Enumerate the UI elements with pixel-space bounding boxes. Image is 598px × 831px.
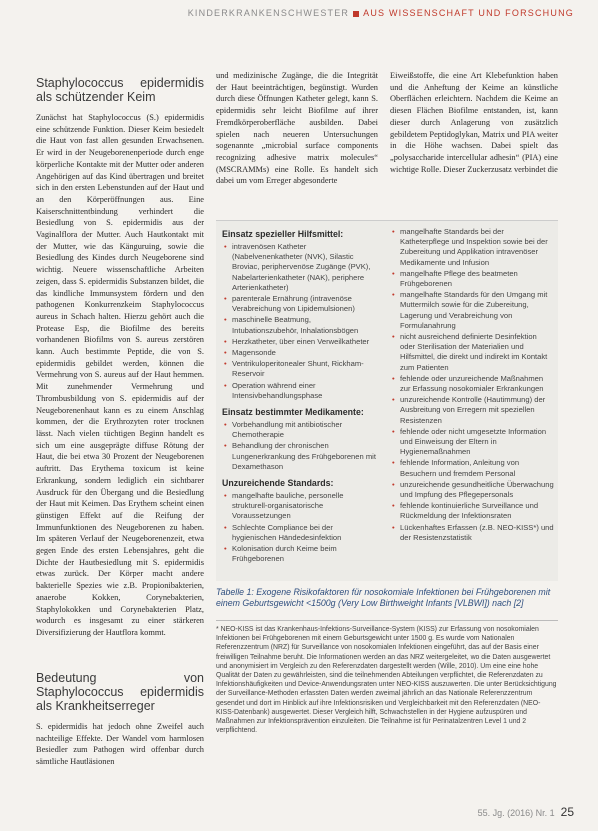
list-item: • fehlende kontinuierliche Surveillance und Rückmeldung der Infektionsraten <box>400 501 554 521</box>
list-item: • Ventrikuloperitonealer Shunt, Rickham-Reservoir <box>232 359 376 379</box>
column-3 <box>390 70 558 175</box>
medications-list <box>222 420 376 472</box>
table-right-column <box>386 221 558 555</box>
col3-body: Eiweißstoffe, die eine Art Klebefunktion haben und die Anheftung der Keime an künstliche Oberflächen erleichtern. Nachdem die Keime an diesen Flächen Biofilme entstanden, ist, kann dieser durch Anlagerung von zusätzlich gebildetem Peptidoglykan, Matrix und PIA weiter in die Höhe wachsen. Dabei spielt das „polysaccharide intercellular adhesin“ (PIA) eine wichtige Rolle. Dieser Zuckerzusatz verbindet die <box>390 71 558 174</box>
section1-title: Staphylococcus epidermidis als schützender Keim <box>36 76 204 104</box>
aids-list <box>222 242 376 401</box>
list-item: • unzureichende Kontrolle (Hautimmung) der Ausbreitung von Erregern mit speziellen Resistenzen <box>400 395 554 426</box>
list-item: • Herzkatheter, über einen Verweilkatheter <box>232 337 376 347</box>
table-left-column <box>216 221 382 576</box>
list-item: • Lückenhaftes Erfassen (z.B. NEO-KISS*) und der Resistenzstatistik <box>400 523 554 543</box>
column-2 <box>216 70 378 187</box>
list-item: • mangelhafte Standards bei der Katheterpflege und Inspektion sowie bei der Zubereitung und Applikation intravenöser Medikamente und Infusion <box>400 227 554 268</box>
issue-info: 55. Jg. (2016) Nr. 1 <box>477 808 555 818</box>
risk-factor-table <box>216 220 558 581</box>
table-caption: Tabelle 1: Exogene Risikofaktoren für nosokomiale Infektionen bei Frühgeborenen mit einem Geburtsgewicht <1500g (Very Low Birthweight Infants [VLBWI]) nach [2] <box>216 587 551 608</box>
list-item: • Behandlung der chronischen Lungenerkrankung des Frühgeborenen mit Dexamethason <box>232 441 376 472</box>
list-item: • Vorbehandlung mit antibiotischer Chemotherapie <box>232 420 376 440</box>
journal-name: KINDERKRANKENSCHWESTER <box>187 8 350 18</box>
footnote: * NEO-KISS ist das Krankenhaus-Infektions-Surveillance-System (KISS) zur Erfassung von nosokomialen Infektionen bei Frühgeborenen mit einem Geburtsgewicht unter 1500 g. Es wurde vom Nationalen Referenzzentrum (NRZ) für Surveillance von nosokomialen Infektionen eingeführt, das auf der Basis einer freiwilligen Teilnahme beruht. Die Informationen werden an das NRZ weitergeleitet, wo die Daten ausgewertet und anonymisiert im Vergleich zu den Referenzdaten dargestellt werden (Wille, 2010). Um eine eine hohe Qualität der Daten zu gewährleisten, sind die teilnehmenden Abteilungen verpflichtet, die Referenzdaten zu Infektionshäufigkeiten und Device-Anwendungsraten unter NEO-KISS auszuwerten. Die unter Berücksichtigung der Surveillance-Methoden erfassten Daten werden zweimal jährlich an das Nationale Referenzzentrum gesendet und dort im Hinblick auf ihre Infektionsrisiken und Vergleichbarkeit mit den Referenzdaten (NEO-KISS-Datenbank) ausgewertet. Dieser Vergleich hilft, Schwachstellen in der Hygiene aufzuspüren und Maßnahmen zur Infektionsprävention einzuleiten. Die Teilnahme ist für Perinatalzentren Level 1 und 2 verpflichtend. <box>216 620 558 735</box>
list-item: • mangelhafte bauliche, personelle strukturell-organisatorische Voraussetzungen <box>232 491 376 522</box>
list-item: • mangelhafte Pflege des beatmeten Frühgeborenen <box>400 269 554 289</box>
list-item: • Operation während einer Intensivbehandlungsphase <box>232 381 376 401</box>
section2-title: Bedeutung von Staphylococcus epidermidis als Krankheitserreger <box>36 671 204 713</box>
list-item: • Kolonisation durch Keime beim Frühgeborenen <box>232 544 376 564</box>
section2-body: S. epidermidis hat jedoch ohne Zweifel auch nachteilige Effekte. Der Wandel vom harmlosen Besiedler zum Pathogen wird offenbar durch sämtliche Hautläsionen <box>36 722 204 767</box>
list-item: • fehlende oder unzureichende Maßnahmen zur Erfassung nosokomialer Erkrankungen <box>400 374 554 394</box>
square-icon <box>353 11 359 17</box>
list-item: • intravenösen Katheter (Nabelvenenkatheter (NVK), Silastic Broviac, periphervenöse Zugänge (PVK), Nabelarterienkatheter (NAK), periphere Arterienkatheter) <box>232 242 376 293</box>
col2-body: und medizinische Zugänge, die die Integrität der Haut beeinträchtigen, begünstigt. Wurden durch diese Öffnungen Katheter gelegt, kann S. epidermidis sehr leicht Biofilme auf ihrer Fremdkörperoberfläche ausbilden. Dabei spielen nach neueren Untersuchungen sogenannte „microbial surface components recognizing adhesive matrix molecules“ (MSCRAMMs) eine Rolle. Es handelt sich dabei um vom Erreger abgesonderte <box>216 71 378 186</box>
list-item: • fehlende Information, Anleitung von Besuchern und fremdem Personal <box>400 458 554 478</box>
column-1 <box>36 70 204 639</box>
running-header <box>188 8 574 18</box>
list-item: • maschinelle Beatmung, Intubationszubehör, Inhalationsbögen <box>232 315 376 335</box>
section-name: AUS WISSENSCHAFT UND FORSCHUNG <box>363 8 574 18</box>
standards-list <box>222 491 376 564</box>
list-item: • unzureichende gesundheitliche Überwachung und Impfung des Pflegepersonals <box>400 480 554 500</box>
table-heading-aids: Einsatz spezieller Hilfsmittel: <box>222 229 344 239</box>
list-item: • fehlende oder nicht umgesetzte Information und Einweisung der Eltern in Hygienemaßnahmen <box>400 427 554 458</box>
list-item: • Schlechte Compliance bei der hygienischen Händedesinfektion <box>232 523 376 543</box>
page-number: 25 <box>560 805 574 819</box>
table-heading-standards: Unzureichende Standards: <box>222 478 334 489</box>
list-item: • nicht ausreichend definierte Desinfektion oder Sterilisation der Materialien und Hilfsmittel, die direkt und indirekt im Kontakt zum Patienten <box>400 332 554 373</box>
list-item: • mangelhafte Standards für den Umgang mit Muttermilch sowie für die Zubereitung, Lagerung und Verabreichung von Formulanahrung <box>400 290 554 331</box>
section1-body: Zunächst hat Staphylococcus (S.) epidermidis eine schützende Funktion. Dieser Keim besiedelt die Haut von fast allen gesunden Erwachsenen. Er wird in der Neugeborenenperiode durch enge körperliche Kontakte mit der Mutter oder anderen Angehörigen auf das Kind übertragen und breitet sich in den ersten Lebenstunden auf der Haut und an den Körperöffnungen aus. Eine Kaiserschnittentbindung verhindert die Besiedlung von S. epidermidis aus der Vaginalflora der Mutter. Auch Hautkontakt mit der Mutter, wie das Känguruing, sowie die Besiedlung des Kindes durch Neugeborene sind wichtig. Neuere wissenschaftliche Arbeiten zeigen, dass S. epidermidis Substanzen bildet, die das kindliche Immunsystem fördern und den pathogenen Konkurrenzkeim Staphylococcus aureus in Schach halten. Hierzu gehört auch die Protease Esp, die Biofilme des bereits vorhandenen Biofilms von S. aureus zerstören kann. Auch bestimmte Peptide, die von S. epidermidis gebildet werden, können die Vermehrung von S. aureus auf der Haut hemmen. Mit zunehmender Vermehrung und Thrombusbildung von S. epidermidis auf der Neugeborenenhaut kann es zu einem Anschlag kommen, der die Erythrozyten roter trocknen lässt. Nach vielen tüchtigen Beginn handelt es sich um eine ausgeprägte diffuse Rötung der Haut, die bei etwa 30 Prozent der Neugeborenen auftritt. Das Erythema toxicum ist keine Erkrankung, sondern lediglich ein sichtbarer Ausdruck für den Übergang und die Besiedlung der Haut mit Keimen. Das Erythem scheint einen günstigen Effekt auf die Reifung der Immunfunktionen des Neugeborenen zu haben. Im späteren Verlauf der Neugeborenenzeit, etwa gegen Ende des ersten Lebensjahres, geht die Dichte der Hautbesiedlung mit S. epidermidis etwas zurück. Der Körper macht andere bakterielle Spezies wie z.B. Propionibakterien, anaerobe Kokken, Corynebakterien, Staphylokokken und Corynebakterien Platz, wodurch es insgesamt zu einer stärkeren Diversifizierung der Hautflora kommt. <box>36 113 204 637</box>
table-heading-medications: Einsatz bestimmter Medikamente: <box>222 407 364 418</box>
list-item: • parenterale Ernährung (intravenöse Verabreichung von Lipidemulsionen) <box>232 294 376 314</box>
column-1-lower <box>36 665 204 768</box>
standards-list-continued <box>390 227 554 543</box>
page-footer <box>478 805 574 819</box>
list-item: • Magensonde <box>232 348 376 358</box>
